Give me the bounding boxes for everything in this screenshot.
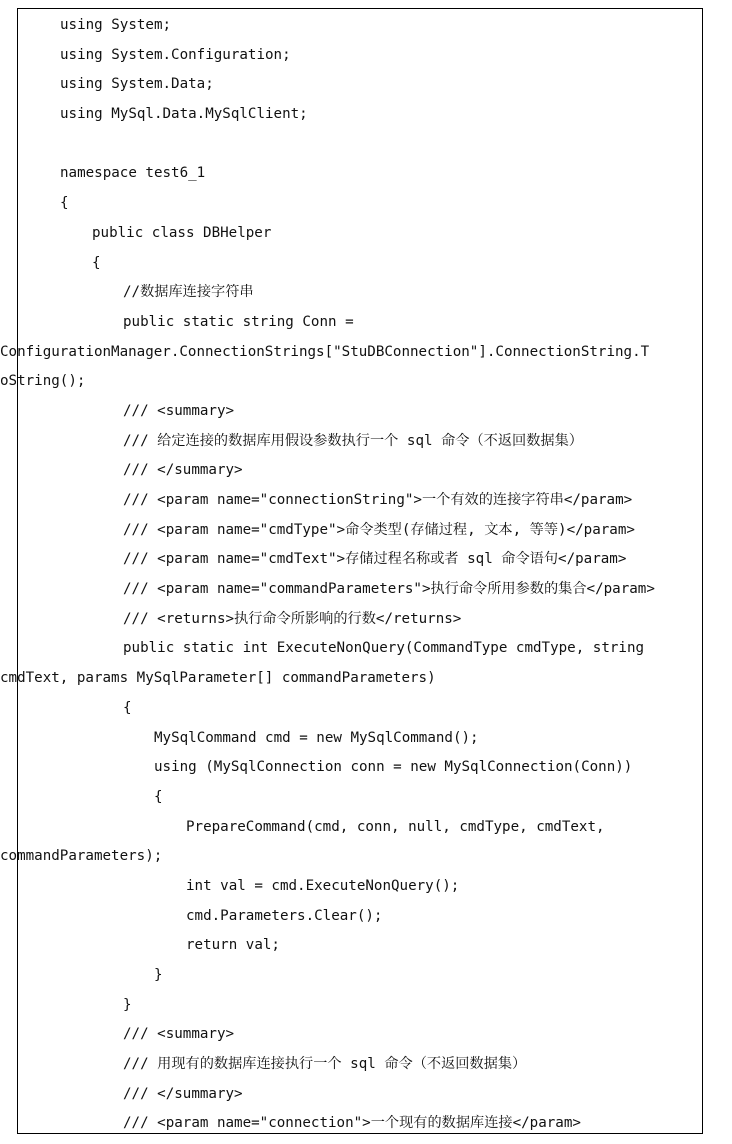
code-line: namespace test6_1	[60, 165, 206, 182]
code-line: using System.Configuration;	[60, 46, 291, 63]
code-line-blank	[18, 130, 702, 160]
code-line: public class DBHelper	[92, 224, 272, 241]
code-line: return val;	[186, 937, 280, 954]
code-document-frame	[0, 8, 703, 1134]
code-line: cmd.Parameters.Clear();	[186, 907, 383, 924]
code-comment-line: /// </summary>	[123, 1085, 243, 1102]
code-line: int val = cmd.ExecuteNonQuery();	[186, 877, 460, 894]
code-comment-line: /// <param name="connection">一个现有的数据库连接</param>	[123, 1115, 581, 1132]
code-comment-line: /// <param name="connectionString">一个有效的连接字符串</param>	[123, 492, 633, 508]
code-line: PrepareCommand(cmd, conn, null, cmdType, cmdText,	[186, 818, 605, 835]
code-line-continuation: ConfigurationManager.ConnectionStrings["StuDBConnection"].ConnectionString.T	[0, 343, 650, 360]
code-line: using MySql.Data.MySqlClient;	[60, 106, 308, 123]
code-comment-line: //数据库连接字符串	[123, 284, 254, 301]
code-line: {	[123, 699, 132, 716]
code-comment-line: /// 用现有的数据库连接执行一个 sql 命令（不返回数据集）	[123, 1056, 527, 1073]
code-comment-line: /// <param name="cmdType">命令类型(存储过程, 文本, 等等)</param>	[123, 521, 635, 538]
code-line: using System;	[60, 17, 172, 33]
code-line: using (MySqlConnection conn = new MySqlConnection(Conn))	[154, 759, 633, 776]
code-block	[0, 11, 702, 1139]
code-line: {	[92, 254, 101, 271]
code-line: public static string Conn =	[123, 313, 354, 330]
code-comment-line: /// 给定连接的数据库用假设参数执行一个 sql 命令（不返回数据集）	[123, 432, 583, 449]
code-line: public static int ExecuteNonQuery(CommandType cmdType, string	[123, 640, 645, 657]
code-line: {	[154, 788, 163, 805]
code-comment-line: /// <summary>	[123, 1026, 235, 1043]
code-comment-line: /// <param name="commandParameters">执行命令所用参数的集合</param>	[123, 581, 655, 598]
code-line-continuation: commandParameters);	[0, 848, 163, 865]
code-line: using System.Data;	[60, 76, 214, 93]
code-line: }	[154, 967, 163, 983]
code-comment-line: /// <param name="cmdText">存储过程名称或者 sql 命令语句</param>	[123, 551, 627, 568]
code-comment-line: /// <summary>	[123, 402, 235, 419]
code-line-continuation: oString();	[0, 373, 86, 390]
code-line: MySqlCommand cmd = new MySqlCommand();	[154, 729, 479, 746]
code-line-continuation: cmdText, params MySqlParameter[] commandParameters)	[0, 670, 436, 687]
code-line: }	[123, 996, 132, 1013]
code-comment-line: /// <returns>执行命令所影响的行数</returns>	[123, 610, 462, 627]
code-comment-line: /// </summary>	[123, 462, 243, 479]
code-line: {	[60, 195, 69, 212]
